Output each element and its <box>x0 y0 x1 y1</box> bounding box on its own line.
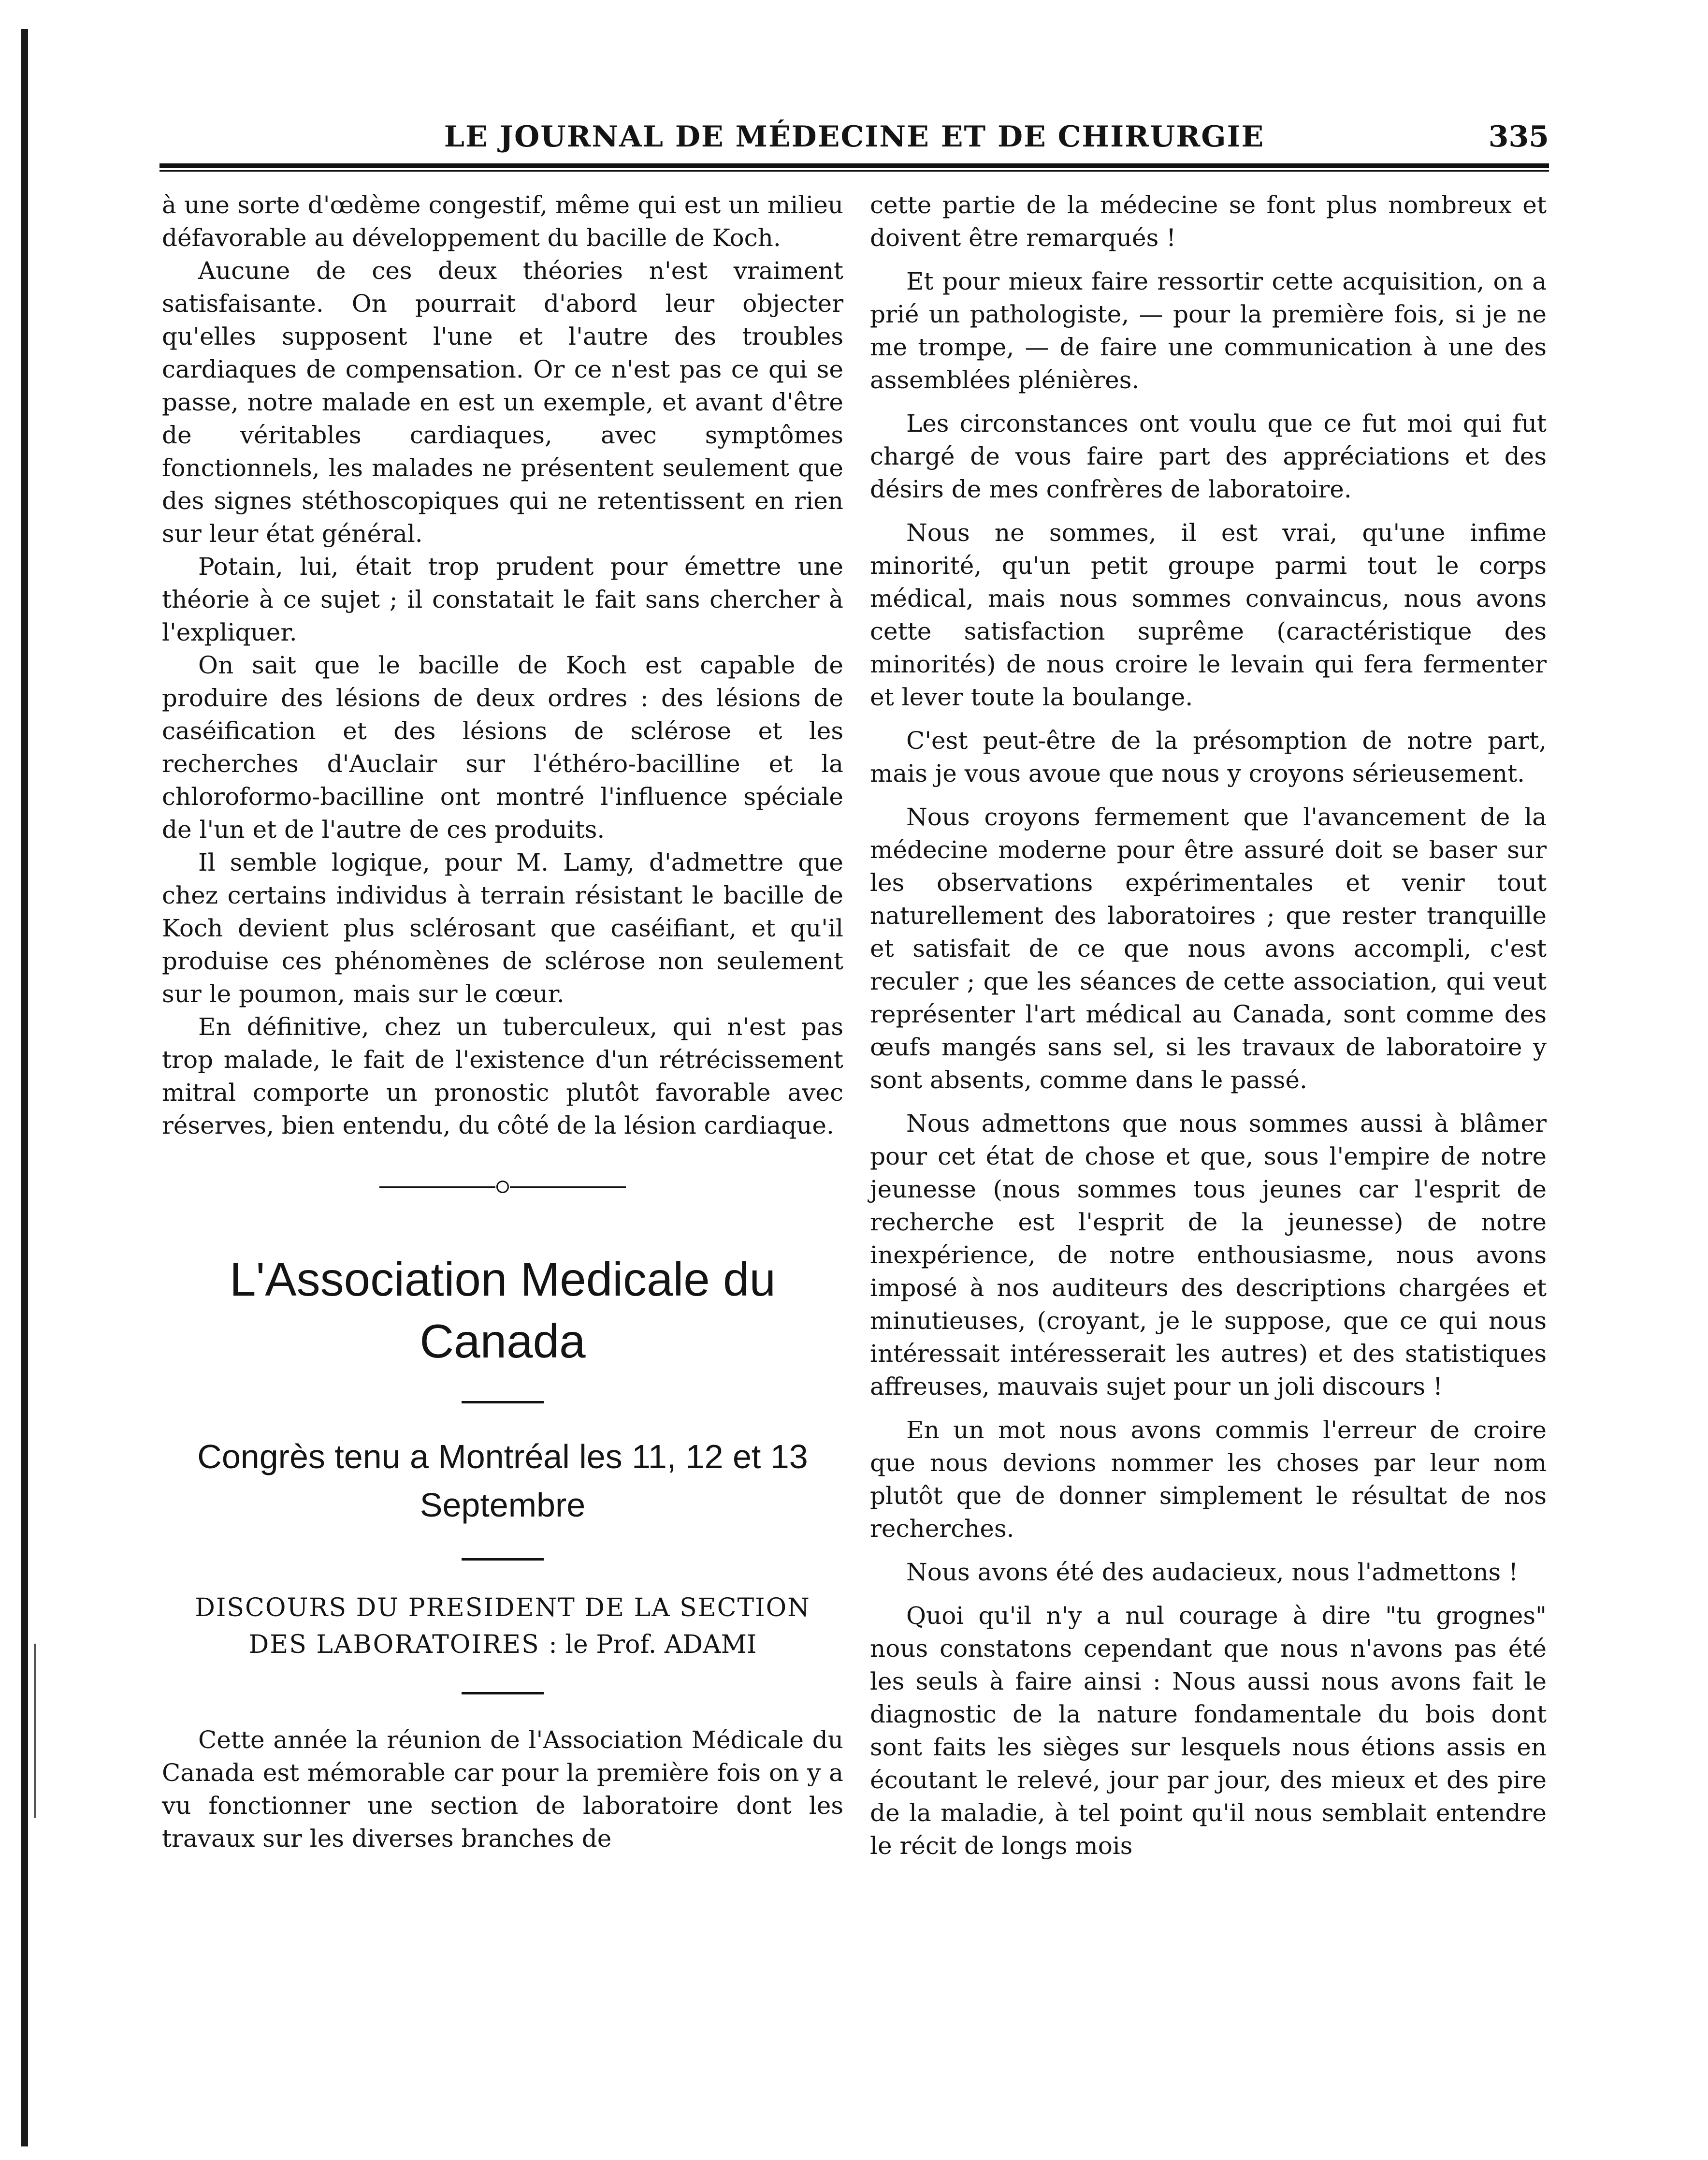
paragraph: Nous admettons que nous sommes aussi à blâmer pour cet état de chose et que, sous l'empire de notre jeunesse (nous sommes tous jeunes car l'esprit de recherche est l'esprit de la jeunesse) de notre inexpérience, de notre enthousiasme, nous avons imposé à nos auditeurs des descriptions chargées et minutieuses, (croyant, je le suppose, que ce qui nous intéressait intéresserait les autres) et des statistiques affreuses, mauvais sujet pour un joli discours ! <box>870 1109 1547 1401</box>
paragraph: à une sorte d'œdème congestif, même qui est un milieu défavorable au développement du bacille de Koch. <box>162 191 843 252</box>
speech-heading-text: DISCOURS DU PRESIDENT DE LA SECTION DES LABORATOIRES <box>195 1593 811 1659</box>
journal-title: LE JOURNAL DE MÉDECINE ET DE CHIRURGIE <box>444 120 1265 154</box>
paragraph: On sait que le bacille de Koch est capable de produire des lésions de deux ordres : des lésions de caséification et des lésions de sclérose et les recherches d'Auclair sur l'éthéro-bacilline et la chloroformo-bacilline ont montré l'influence spéciale de l'un et de l'autre de ces produits. <box>162 651 843 844</box>
paragraph: Nous croyons fermement que l'avancement de la médecine moderne pour être assuré doit se baser sur les observations expérimentales et venir tout naturellement des laboratoires ; que rester tranquille et satisfait de ce que nous avons accompli, c'est reculer ; que les séances de cette association, qui veut représenter l'art médical au Canada, sont comme des œufs mangés sans sel, si les travaux de laboratoire y sont absents, comme dans le passé. <box>870 803 1547 1094</box>
scan-edge-bar <box>21 29 28 2146</box>
right-column <box>870 189 1547 1862</box>
paragraph: Les circonstances ont voulu que ce fut moi qui fut chargé de vous faire part des appréciations et des désirs de mes confrères de laboratoire. <box>870 409 1547 503</box>
paragraph: Aucune de ces deux théories n'est vraiment satisfaisante. On pourrait d'abord leur objecter qu'elles supposent l'une et l'autre des troubles cardiaques de compensation. Or ce n'est pas ce qui se passe, notre malade en est un exemple, et avant d'être de véritables cardiaques, avec symptômes fonctionnels, les malades ne présentent seulement que des signes stéthoscopiques qui ne retentissent en rien sur leur état général. <box>162 257 843 548</box>
paragraph: Nous ne sommes, il est vrai, qu'une infime minorité, qu'un petit groupe parmi tout le corps médical, mais nous sommes convaincus, nous avons cette satisfaction suprême (caractéristique des minorités) de nous croire le levain qui fera fermenter et lever toute la boulange. <box>870 519 1547 711</box>
divider <box>462 1692 544 1694</box>
divider <box>462 1558 544 1561</box>
header-rule-thick <box>159 163 1549 168</box>
speech-heading <box>162 1590 843 1663</box>
page-number: 335 <box>1488 120 1549 154</box>
header-rule-thin <box>159 170 1549 172</box>
paragraph: En un mot nous avons commis l'erreur de croire que nous devions nommer les choses par leur nom plutôt que de donner simplement le résultat de nos recherches. <box>870 1416 1547 1543</box>
scan-edge-mark <box>34 1644 36 1818</box>
speech-speaker: : le Prof. ADAMI <box>549 1630 757 1659</box>
paragraph: Cette année la réunion de l'Association Médicale du Canada est mémorable car pour la première fois on y a vu fonctionner une section de laboratoire dont les travaux sur les diverses branches de <box>162 1726 843 1853</box>
paragraph: Potain, lui, était trop prudent pour émettre une théorie à ce sujet ; il constatait le fait sans chercher à l'expliquer. <box>162 553 843 646</box>
paragraph: Il semble logique, pour M. Lamy, d'admettre que chez certains individus à terrain résistant le bacille de Koch devient plus sclérosant que caséifiant, et qu'il produise ces phénomènes de sclérose non seulement sur le poumon, mais sur le cœur. <box>162 848 843 1008</box>
paragraph: En définitive, chez un tuberculeux, qui n'est pas trop malade, le fait de l'existence d'un rétrécissement mitral comporte un pronostic plutôt favorable avec réserves, bien entendu, du côté de la lésion cardiaque. <box>162 1013 843 1139</box>
paragraph: C'est peut-être de la présomption de notre part, mais je vous avoue que nous y croyons sérieusement. <box>870 727 1547 788</box>
paragraph: cette partie de la médecine se font plus nombreux et doivent être remarqués ! <box>870 191 1547 252</box>
section-title: L'Association Medicale du Canada <box>229 1253 776 1368</box>
section-ornament <box>162 1176 843 1195</box>
congress-subtitle: Congrès tenu a Montréal les 11, 12 et 13 Septembre <box>197 1438 808 1524</box>
paragraph: Et pour mieux faire ressortir cette acquisition, on a prié un pathologiste, — pour la première fois, si je ne me trompe, — de faire une communication à une des assemblées plénières. <box>870 267 1547 394</box>
paragraph: Nous avons été des audacieux, nous l'admettons ! <box>906 1558 1519 1586</box>
divider <box>462 1401 544 1403</box>
left-column <box>162 189 843 1855</box>
paragraph: Quoi qu'il n'y a nul courage à dire "tu grognes" nous constatons cependant que nous n'avons pas été les seuls à faire ainsi : Nous aussi nous avons fait le diagnostic de la nature fondamentale du bois dont sont faits les sièges sur lesquels nous étions assis en écoutant le relevé, jour par jour, des mieux et des pire de la maladie, à tel point qu'il nous semblait entendre le récit de longs mois <box>870 1602 1547 1860</box>
